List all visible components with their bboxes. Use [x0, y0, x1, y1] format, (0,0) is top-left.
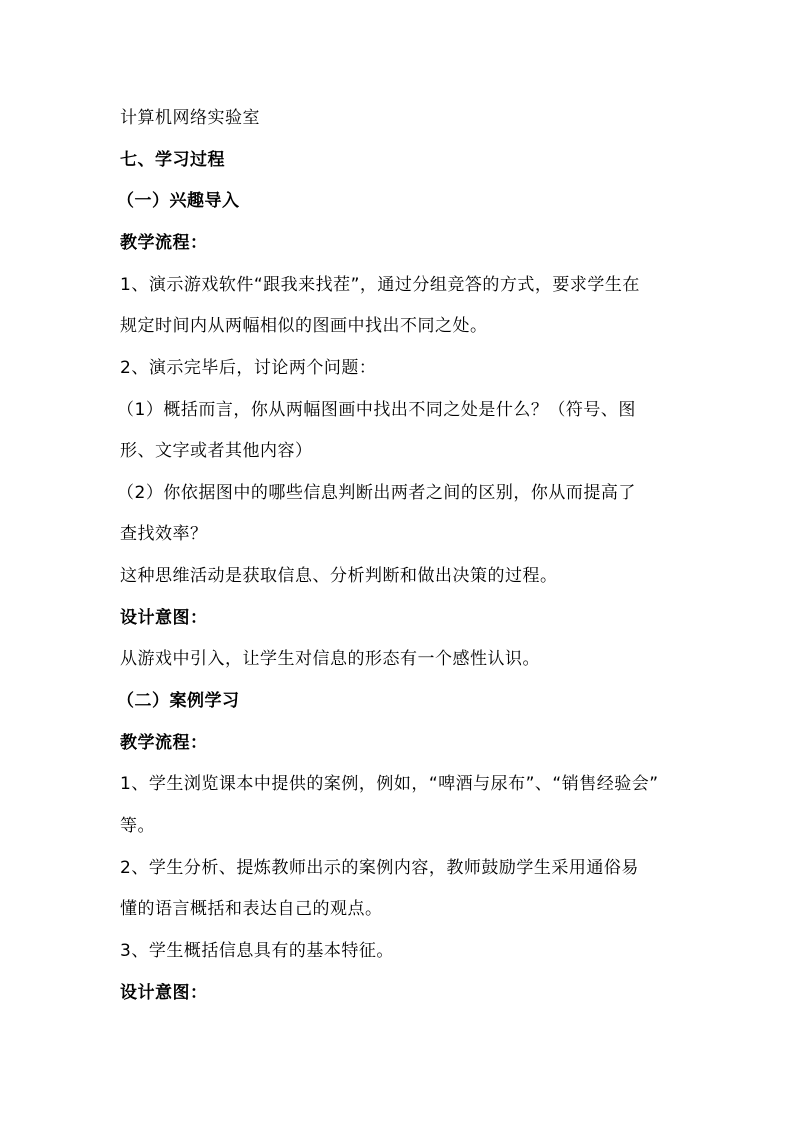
part-one-intent-label: 设计意图：: [120, 608, 208, 628]
part-two-step2-line2: 懂的语言概括和表达自己的观点。: [120, 899, 383, 919]
part-two-step2-line1: 2、学生分析、提炼教师出示的案例内容，教师鼓励学生采用通俗易: [120, 858, 639, 878]
part-two-step1-line1: 1、学生浏览课本中提供的案例，例如，“啤酒与尿布”、“销售经验会”: [120, 774, 659, 794]
part-one-step1-line1: 1、演示游戏软件“跟我来找茬”，通过分组竞答的方式，要求学生在: [120, 275, 640, 295]
section-heading-learning-process: 七、学习过程: [120, 150, 225, 170]
part-two-step3: 3、学生概括信息具有的基本特征。: [120, 941, 394, 961]
part-one-summary: 这种思维活动是获取信息、分析判断和做出决策的过程。: [120, 566, 558, 586]
part-one-heading: （一）兴趣导入: [117, 191, 240, 211]
part-two-flow-label: 教学流程：: [120, 733, 208, 753]
question2-line1: （2）你依据图中的哪些信息判断出两者之间的区别，你从而提高了: [117, 483, 636, 503]
question1-line1: （1）概括而言，你从两幅图画中找出不同之处是什么？（符号、图: [117, 400, 636, 420]
venue-line: 计算机网络实验室: [120, 108, 260, 128]
part-one-step1-line2: 规定时间内从两幅相似的图画中找出不同之处。: [120, 316, 488, 336]
question2-line2: 查找效率？: [120, 524, 208, 544]
question1-line2: 形、文字或者其他内容）: [120, 441, 313, 461]
part-one-step2: 2、演示完毕后，讨论两个问题：: [120, 358, 377, 378]
part-one-intent-text: 从游戏中引入，让学生对信息的形态有一个感性认识。: [120, 649, 540, 669]
part-two-intent-label: 设计意图：: [120, 983, 208, 1003]
part-two-step1-line2: 等。: [120, 816, 155, 836]
part-one-flow-label: 教学流程：: [120, 233, 208, 253]
part-two-heading: （二）案例学习: [117, 691, 240, 711]
